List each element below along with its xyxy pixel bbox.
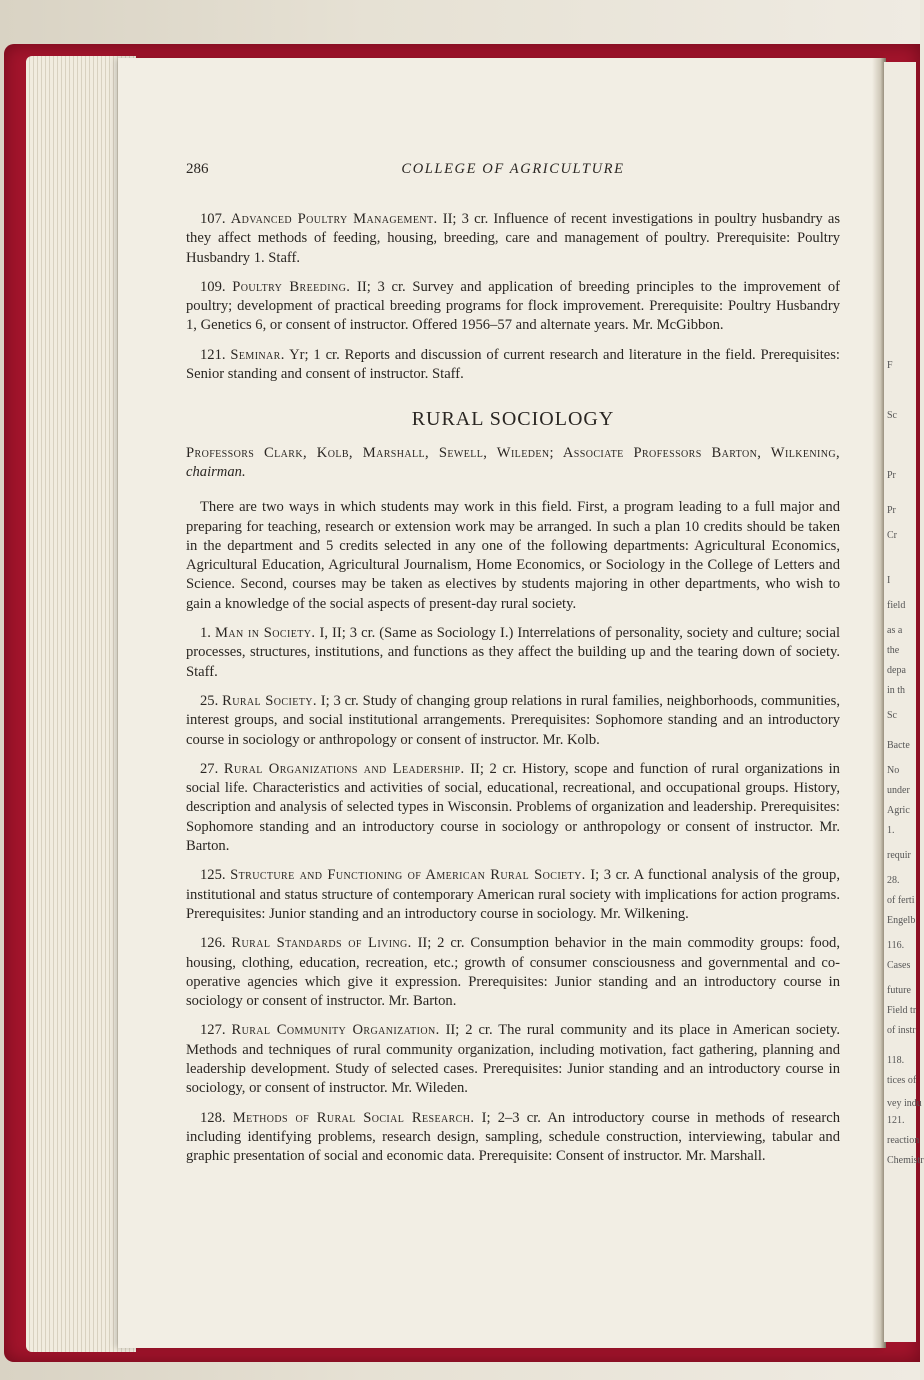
faculty-list [186,444,840,483]
course-number: 1. [200,625,211,642]
page-header [186,160,840,182]
course-number: 109. [200,278,226,295]
facing-page-fragment: Pr [887,505,896,516]
course-title: Man in Society. [214,625,316,642]
facing-page-fragment: field [887,600,906,611]
course-number: 25. [200,692,219,709]
facing-page-fragment: of ferti [887,895,915,906]
course-description: I, II; 3 cr. (Same as Sociology I.) Interrelations of personality, society and culture; social processes, structures, institutions, and functions as they affect the building up and the tearing down of society. Staff. [186,625,840,680]
course-number: 127. [200,1022,226,1039]
facing-page-fragment: the [887,645,900,656]
facing-page-fragment: vey indu [887,1098,922,1109]
facing-page-fragment: Field tr [887,1005,917,1016]
rural-sociology-course-list [186,624,840,1166]
course-entry [186,934,840,1011]
facing-page-fragment: under [887,785,910,796]
course-description: I; 3 cr. Study of changing group relations in rural families, neighborhoods, communities, interest groups, and social institutional arrangements. Prerequisites: Sophomore standing and an introductory course in sociology or anthropology or consent of instructor. Mr. Kolb. [186,692,840,748]
course-entry [186,278,840,336]
facing-page-fragment: 116. [887,940,905,951]
section-title: RURAL SOCIOLOGY [411,408,615,431]
course-number: 121. [200,346,226,363]
facing-page-fragment: Sc [887,710,897,721]
facing-page-fragment: future [887,985,911,996]
facing-page-fragment: depa [887,665,906,676]
facing-page-fragment: of instr [887,1025,916,1036]
course-description: II; 3 cr. Survey and application of breeding principles to the improvement of poultry; development of practical breeding programs for flock improvement. Prerequisite: Poultry Husbandry 1, Genetics 6, or consent of instructor. Offered 1956–57 and alternate years. Mr. McGibbon. [186,278,840,334]
course-title: Seminar. [230,346,285,363]
course-entry [186,1109,840,1167]
course-title: Rural Standards of Living. [231,935,412,952]
faculty-role: chairman. [186,463,246,480]
course-title: Structure and Functioning of American Rural Society. [230,867,586,884]
facing-page-fragment: requir [887,850,911,861]
course-number: 27. [200,760,219,777]
course-title: Rural Organizations and Leadership. [223,760,465,777]
course-entry [186,866,840,924]
facing-page-fragment: tices of [887,1075,917,1086]
course-description: I; 2–3 cr. An introductory course in methods of research including identifying problems, research design, sampling, schedule construction, interviewing, tabular and graphic presentation of social and economic data. Prerequisite: Consent of instructor. Mr. Marshall. [186,1109,841,1165]
course-title: Rural Community Organization. [231,1022,440,1039]
facing-page-fragment: Cases [887,960,911,971]
course-entry [186,1021,840,1098]
course-entry [186,624,840,682]
page-number: 286 [186,161,209,177]
course-entry [186,346,840,385]
page-content [186,160,840,1176]
course-number: 125. [200,867,226,884]
facing-page-fragment: Pr [887,470,896,481]
running-head: COLLEGE OF AGRICULTURE [401,161,625,177]
course-description: I; 3 cr. A functional analysis of the group, institutional and status structure of contemporary American rural society with implications for action programs. Prerequisites: Junior standing and an introductory course in sociology. Mr. Wilkening. [186,867,840,922]
facing-page-fragment: Agric [887,805,910,816]
course-title: Rural Society. [222,692,317,709]
facing-page-fragment: 28. [887,875,900,886]
poultry-course-list [186,210,840,384]
course-description: Yr; 1 cr. Reports and discussion of current research and literature in the field. Prerequisites: Senior standing and consent of instructor. Staff. [186,346,840,383]
course-description: II; 3 cr. Influence of recent investigations in poultry husbandry as they affect methods of feeding, housing, breeding, care and management of poultry. Prerequisite: Poultry Husbandry 1. Staff. [186,211,840,266]
facing-page-edge [884,62,924,1342]
facing-page-fragment: Engelb [887,915,916,926]
course-title: Methods of Rural Social Research. [232,1109,475,1126]
faculty-names: Professors Clark, Kolb, Marshall, Sewell, Wileden; Associate Professors Barton, Wilkening, [186,444,840,461]
course-description: II; 2 cr. The rural community and its place in American society. Methods and techniques of rural community organization, including motivation, fact gathering, planning and leadership development. Study of selected cases. Prerequisites: Junior standing and an introductory course in sociology, or consent of instructor. Mr. Wileden. [186,1022,840,1097]
course-title: Advanced Poultry Management. [230,211,438,227]
facing-page-fragment: as a [887,625,903,636]
section-intro: There are two ways in which students may work in this field. First, a program leading to a full major and preparing for teaching, research or extension work may be arranged. In such a plan 10 credits should be taken in the department and 5 credits selected in any one of the following departments: Agricultural Economics, Agricultural Education, Agricultural Journalism, Home Economics, or Sociology in the College of Letters and Science. Second, courses may be taken as electives by students majoring in other departments, who wish to gain a knowledge of the social aspects of present-day rural society. [186,499,840,612]
facing-page-fragment: I [887,575,891,586]
facing-page-fragment: 118. [887,1055,905,1066]
facing-page-fragment: Chemistr [887,1155,924,1166]
facing-page-fragment: 1. [887,825,895,836]
facing-page-fragment: F [887,360,893,371]
facing-page-fragment: 121. [887,1115,905,1126]
facing-page-fragment: Bacte [887,740,910,751]
course-entry [186,210,840,268]
facing-page-fragment: in th [887,685,906,696]
course-entry [186,760,840,856]
course-number: 126. [200,935,226,952]
facing-page-fragment: No [887,765,900,776]
facing-page-fragment: Cr [887,530,897,541]
course-description: II; 2 cr. Consumption behavior in the main commodity groups: food, housing, clothing, education, recreation, etc.; growth of consumer consciousness and governmental and co-operative agencies which give it expression. Prerequisites: Junior standing and an introductory course in sociology or consent of instructor. Mr. Barton. [186,935,840,1010]
course-description: II; 2 cr. History, scope and function of rural organizations in social life. Characteristics and activities of social, educational, recreational, and occupational groups. History, description and analysis of selected types in Wisconsin. Problems of organization and leadership. Prerequisites: Sophomore standing and an introductory course in sociology or anthropology or consent of instructor. Mr. Barton. [186,760,840,855]
course-number: 107. [200,211,226,227]
facing-page-fragment: Sc [887,410,897,421]
course-title: Poultry Breeding. [232,278,351,295]
course-number: 128. [200,1109,226,1126]
course-entry [186,692,840,750]
facing-page-fragment: reaction [887,1135,920,1146]
